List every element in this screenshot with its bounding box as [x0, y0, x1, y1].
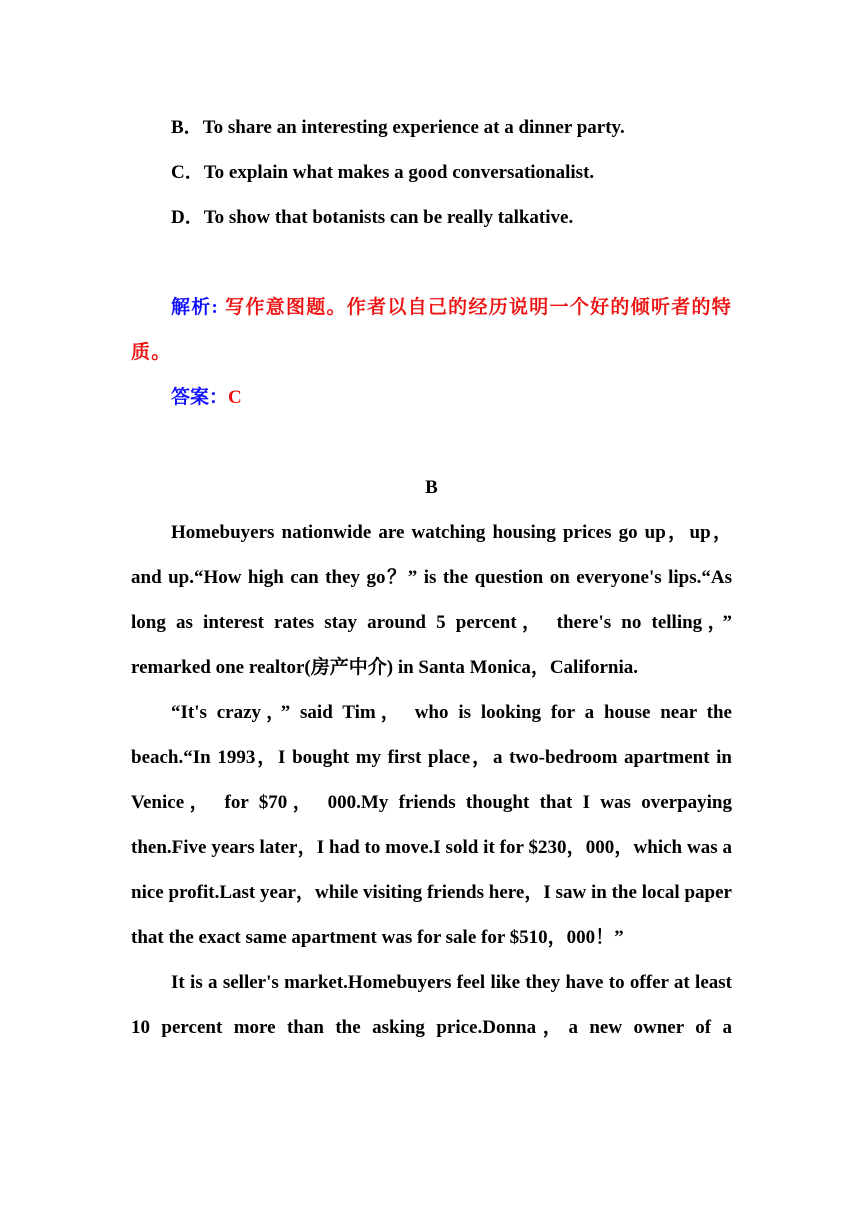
- answer-label: 答案：: [171, 387, 229, 408]
- spacer: [131, 240, 732, 285]
- analysis-block: [131, 285, 732, 375]
- passage-paragraph-2: “It's crazy，” said Tim， who is looking for a house near the beach.“In 1993，I bought my first place，a two-bedroom apartment in Venice， for $70， 000.My friends thought that I was overpaying then.Five years later，I had to move.I sold it for $230，000，which was a nice profit.Last year，while visiting friends here，I saw in the local paper that the exact same apartment was for sale for $510，000！”: [131, 702, 732, 948]
- answer-value: C: [228, 387, 242, 408]
- option-b: [131, 105, 732, 150]
- analysis-label: 解析:: [171, 297, 220, 318]
- answer-block: [131, 375, 732, 420]
- option-letter: B．: [171, 117, 203, 138]
- option-letter: D．: [171, 207, 204, 228]
- spacer: [131, 420, 732, 465]
- option-text: To show that botanists can be really talkative.: [203, 207, 574, 228]
- passage-paragraph-3: It is a seller's market.Homebuyers feel like they have to offer at least 10 percent more than the asking price.Donna，a new owner of a: [131, 972, 732, 1038]
- analysis-text: 写作意图题。作者以自己的经历说明一个好的倾听者的特质。: [131, 297, 732, 363]
- document-page: [131, 105, 732, 1050]
- option-text: To explain what makes a good conversationalist.: [203, 162, 595, 183]
- option-text: To share an interesting experience at a dinner party.: [202, 117, 625, 138]
- option-c: [131, 150, 732, 195]
- section-title: B: [425, 477, 438, 498]
- passage-paragraph-1: Homebuyers nationwide are watching housing prices go up，up，and up.“How high can they go？” is the question on everyone's lips.“As long as interest rates stay around 5 percent， there's no telling，” remarked one realtor(房产中介) in Santa Monica，California.: [131, 522, 732, 678]
- option-d: [131, 195, 732, 240]
- option-letter: C．: [171, 162, 204, 183]
